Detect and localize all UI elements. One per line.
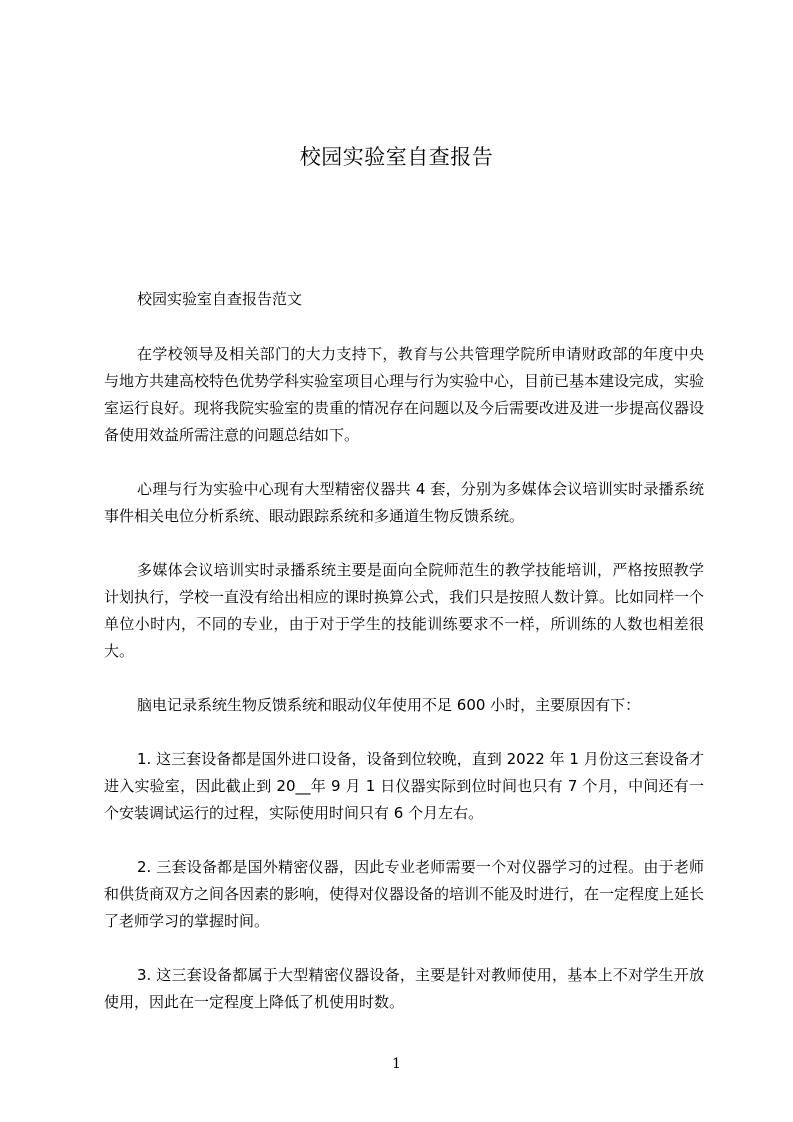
document-subtitle: 校园实验室自查报告范文 [137,290,303,308]
paragraph-intro: 在学校领导及相关部门的大力支持下，教育与公共管理学院所申请财政部的年度中央与地方共建高校特色优势学科实验室项目心理与行为实验中心，目前已基本建设完成，实验室运行良好。现将我院实验室的贵重的情况存在问题以及今后需要改进及进一步提高仪器设备使用效益所需注意的问题总结如下。 [104,345,705,444]
paragraph-reason-2: 2. 三套设备都是国外精密仪器，因此专业老师需要一个对仪器学习的过程。由于老师和供货商双方之间各因素的影响，使得对仪器设备的培训不能及时进行，在一定程度上延长了老师学习的掌握时间。 [104,858,705,930]
paragraph-usage-summary: 脑电记录系统生物反馈系统和眼动仪年使用不足 600 小时，主要原因有下： [137,696,641,714]
paragraph-recording-system: 多媒体会议培训实时录播系统主要是面向全院师范生的教学技能培训，严格按照教学计划执行，学校一直没有给出相应的课时换算公式，我们只是按照人数计算。比如同样一个单位小时内，不同的专业，由于对于学生的技能训练要求不一样，所训练的人数也相差很大。 [104,561,705,660]
paragraph-reason-1: 1. 这三套设备都是国外进口设备，设备到位较晚，直到 2022 年 1 月份这三套设备才进入实验室，因此截止到 20__年 9 月 1 日仪器实际到位时间也只有 7 个月，中间还有一个安装调试运行的过程，实际使用时间只有 6 个月左右。 [104,750,704,822]
page-number: 1 [392,1056,401,1072]
document-title: 校园实验室自查报告 [299,145,494,169]
document-body [104,341,704,1043]
paragraph-equipment-overview: 心理与行为实验中心现有大型精密仪器共 4 套，分别为多媒体会议培训实时录播系统事件相关电位分析系统、眼动跟踪系统和多通道生物反馈系统。 [104,480,704,525]
paragraph-reason-3: 3. 这三套设备都属于大型精密仪器设备，主要是针对教师使用，基本上不对学生开放使用，因此在一定程度上降低了机使用时数。 [104,966,704,1011]
